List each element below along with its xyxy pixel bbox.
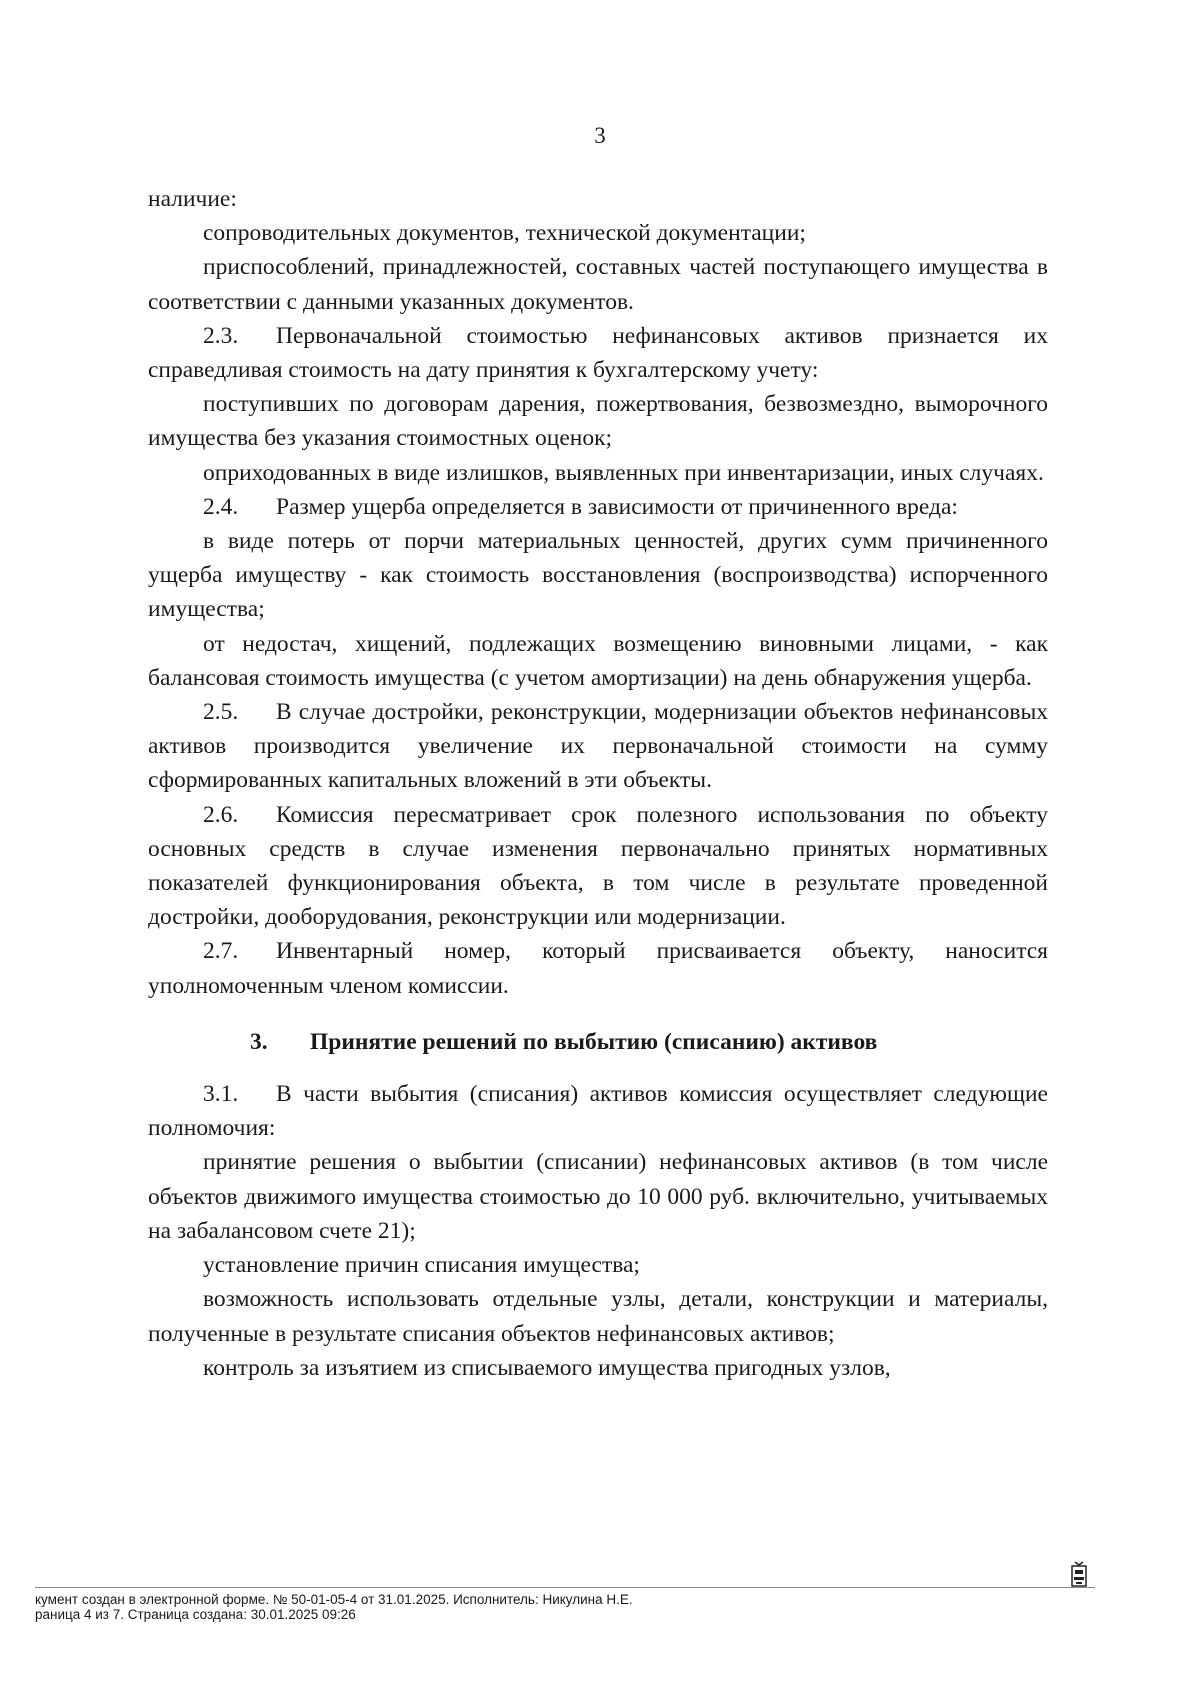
paragraph-text: возможность использовать отдельные узлы, детали, конструкции и материалы, полученные в результате списания объектов нефинансовых активов;	[148, 1286, 1048, 1347]
paragraph-text: Инвентарный номер, который присваивается объекту, наносится уполномоченным членом комиссии.	[148, 938, 1048, 999]
page-number: 3	[594, 123, 606, 148]
paragraph-number: 2.5.	[203, 699, 239, 726]
paragraph	[148, 1145, 1048, 1248]
paragraphs-after	[148, 1077, 1048, 1385]
paragraph-text: поступивших по договорам дарения, пожертвования, безвозмездно, выморочного имущества без указания стоимостных оценок;	[148, 391, 1048, 452]
paragraph	[148, 456, 1048, 490]
numbered-paragraph	[148, 319, 1048, 387]
paragraph	[148, 387, 1048, 455]
paragraph-number: 2.7.	[203, 938, 239, 965]
paragraph-text: в виде потерь от порчи материальных ценностей, других сумм причиненного ущерба имуществу - как стоимость восстановления (воспроизводства) испорченного имущества;	[148, 528, 1048, 623]
paragraph-text: В случае достройки, реконструкции, модернизации объектов нефинансовых активов производится увеличение их первоначальной стоимости на сумму сформированных капитальных вложений в эти объекты.	[148, 699, 1048, 794]
paragraph-number: 2.4.	[203, 493, 239, 520]
numbered-paragraph	[148, 934, 1048, 1002]
paragraph	[148, 1248, 1048, 1282]
paragraph-text: Первоначальной стоимостью нефинансовых активов признается их справедливая стоимость на дату принятия к бухгалтерскому учету:	[148, 322, 1048, 384]
paragraph-text: установление причин списания имущества;	[203, 1252, 640, 1279]
paragraph-text: контроль за изъятием из списываемого имущества пригодных узлов,	[203, 1354, 891, 1381]
paragraph-number: 2.3.	[203, 322, 239, 349]
paragraph	[148, 1282, 1048, 1350]
paragraph	[148, 250, 1048, 318]
coat-of-arms-icon	[1070, 1560, 1088, 1590]
footer-line-1: кумент создан в электронной форме. № 50-01-05-4 от 31.01.2025. Исполнитель: Никулина Н.Е.	[35, 1592, 633, 1607]
document-body	[148, 182, 1048, 1385]
paragraph-number: 3.1.	[203, 1081, 239, 1108]
paragraph	[148, 182, 1048, 216]
section-title: Принятие решений по выбытию (списанию) активов	[310, 1028, 878, 1055]
paragraph-text: принятие решения о выбытии (списании) нефинансовых активов (в том числе объектов движимого имущества стоимостью до 10 000 руб. включительно, учитываемых на забалансовом счете 21);	[148, 1149, 1048, 1244]
paragraph-text: наличие:	[148, 186, 237, 212]
paragraphs-before	[148, 182, 1048, 1003]
paragraph-text: приспособлений, принадлежностей, составных частей поступающего имущества в соответствии с данными указанных документов.	[148, 254, 1048, 315]
paragraph-text: В части выбытия (списания) активов комиссия осуществляет следующие полномочия:	[148, 1081, 1048, 1142]
paragraph	[148, 627, 1048, 695]
paragraph-text: Комиссия пересматривает срок полезного использования по объекту основных средств в случае изменения первоначально принятых нормативных показателей функционирования объекта, в том числе в результате проведенной достройки, дооборудования, реконструкции или модернизации.	[148, 801, 1048, 931]
paragraph	[148, 216, 1048, 250]
numbered-paragraph	[148, 1077, 1048, 1145]
paragraph	[148, 524, 1048, 627]
paragraph-number: 2.6.	[203, 801, 239, 828]
paragraph-text: Размер ущерба определяется в зависимости от причиненного вреда:	[276, 493, 958, 520]
footer-line-2: раница 4 из 7. Страница создана: 30.01.2025 09:26	[35, 1607, 356, 1622]
numbered-paragraph	[148, 490, 1048, 524]
section-number: 3.	[250, 1028, 268, 1055]
numbered-paragraph	[148, 695, 1048, 798]
numbered-paragraph	[148, 798, 1048, 935]
paragraph-text: сопроводительных документов, технической документации;	[203, 220, 806, 247]
paragraph-text: от недостач, хищений, подлежащих возмещению виновными лицами, - как балансовая стоимость имущества (с учетом амортизации) на день обнаружения ущерба.	[148, 630, 1048, 691]
paragraph-text: оприходованных в виде излишков, выявленных при инвентаризации, иных случаях.	[203, 459, 1044, 486]
section-heading	[148, 1025, 1048, 1059]
paragraph	[148, 1351, 1048, 1385]
footer	[35, 1587, 1095, 1622]
